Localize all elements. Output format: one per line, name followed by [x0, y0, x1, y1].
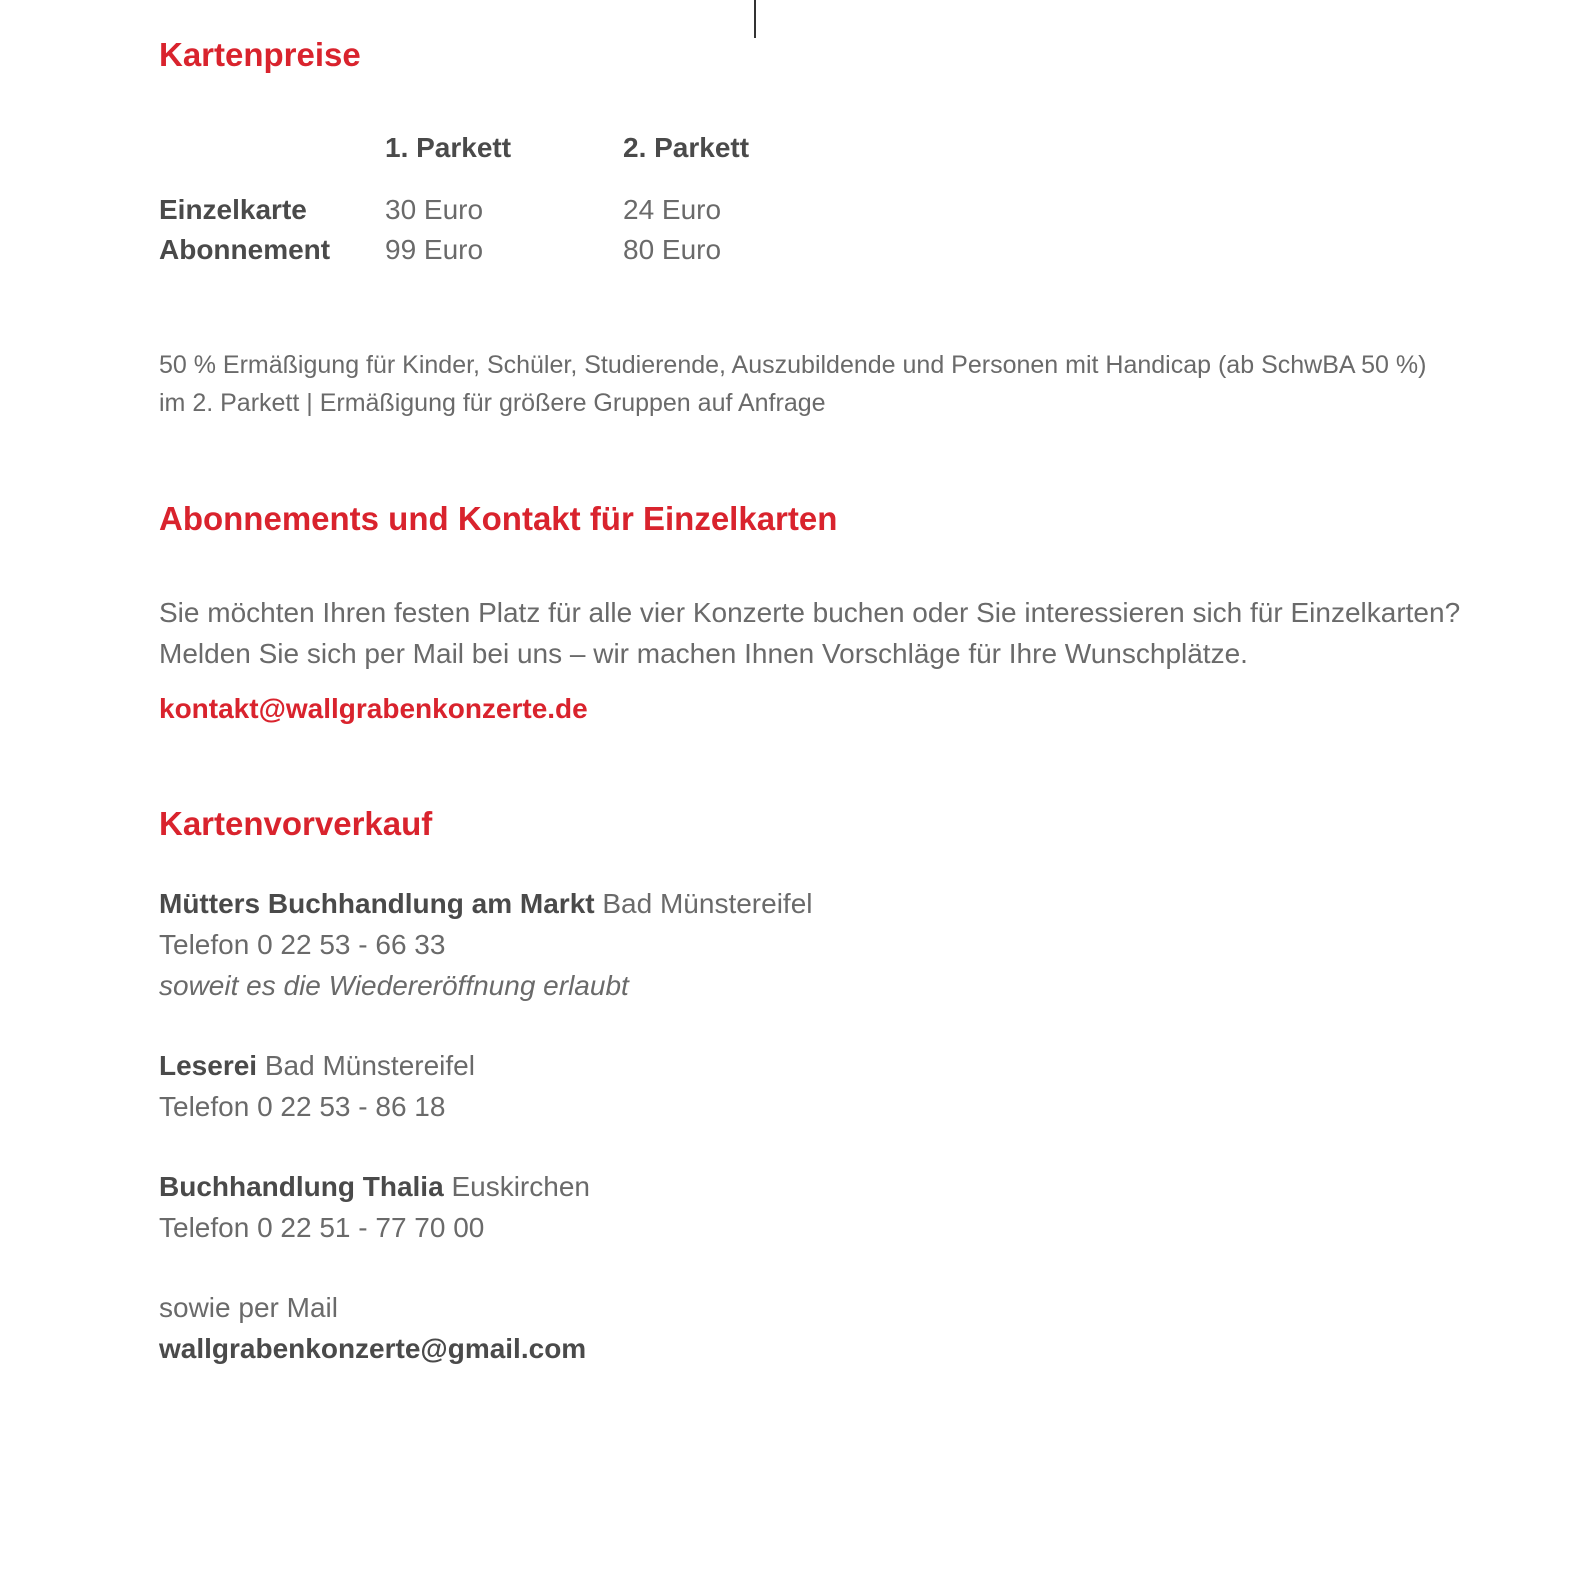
- discount-line-2: im 2. Parkett | Ermäßigung für größere Gruppen auf Anfrage: [159, 389, 826, 417]
- table-row: [159, 194, 749, 234]
- shop-city: Bad Münstereifel: [602, 888, 813, 919]
- contact-heading: Abonnements und Kontakt für Einzelkarten: [159, 500, 838, 537]
- row-label-abonnement: Abonnement: [159, 234, 331, 265]
- page-content: [159, 30, 1539, 1369]
- shop-phone: Telefon 0 22 51 - 77 70 00: [159, 1212, 485, 1243]
- gmail-address[interactable]: wallgrabenkonzerte@gmail.com: [159, 1333, 587, 1364]
- shop-city: Euskirchen: [451, 1171, 590, 1202]
- shop-list: [159, 883, 1539, 1248]
- presale-section: [159, 799, 1539, 1369]
- contact-intro: [159, 592, 1539, 674]
- shop-name: Leserei: [159, 1050, 258, 1081]
- shop-phone: Telefon 0 22 53 - 86 18: [159, 1091, 446, 1122]
- shop-city: Bad Münstereifel: [264, 1050, 475, 1081]
- price-table: [159, 132, 749, 274]
- shop-name: Buchhandlung Thalia: [159, 1171, 444, 1202]
- mail-block: [159, 1287, 1539, 1369]
- contact-intro-line-2: Melden Sie sich per Mail bei uns – wir machen Ihnen Vorschläge für Ihre Wunschplätze.: [159, 638, 1248, 669]
- shop-name: Mütters Buchhandlung am Markt: [159, 888, 595, 919]
- price-table-corner: [159, 132, 385, 194]
- list-item: [159, 1166, 1539, 1248]
- mail-intro: sowie per Mail: [159, 1292, 338, 1323]
- price-cell: 24 Euro: [623, 194, 722, 225]
- price-cell: 99 Euro: [385, 234, 484, 265]
- presale-heading: Kartenvorverkauf: [159, 805, 433, 842]
- column-header-parkett-1: 1. Parkett: [385, 132, 512, 163]
- row-label-einzelkarte: Einzelkarte: [159, 194, 307, 225]
- price-cell: 80 Euro: [623, 234, 722, 265]
- discount-note: [159, 346, 1539, 422]
- shop-phone: Telefon 0 22 53 - 66 33: [159, 929, 446, 960]
- table-row: [159, 234, 749, 274]
- contact-section: [159, 494, 1539, 725]
- price-cell: 30 Euro: [385, 194, 484, 225]
- list-item: [159, 1045, 1539, 1127]
- column-header-parkett-2: 2. Parkett: [623, 132, 750, 163]
- price-table-header-row: [159, 132, 749, 194]
- prices-heading: Kartenpreise: [159, 36, 361, 73]
- contact-email-link[interactable]: kontakt@wallgrabenkonzerte.de: [159, 693, 588, 724]
- discount-line-1: 50 % Ermäßigung für Kinder, Schüler, Studierende, Auszubildende und Personen mit Handicap (ab SchwBA 50 %): [159, 351, 1427, 379]
- contact-intro-line-1: Sie möchten Ihren festen Platz für alle vier Konzerte buchen oder Sie interessieren sich für Einzelkarten?: [159, 597, 1461, 628]
- list-item: [159, 883, 1539, 1006]
- shop-note: soweit es die Wiedereröffnung erlaubt: [159, 970, 629, 1001]
